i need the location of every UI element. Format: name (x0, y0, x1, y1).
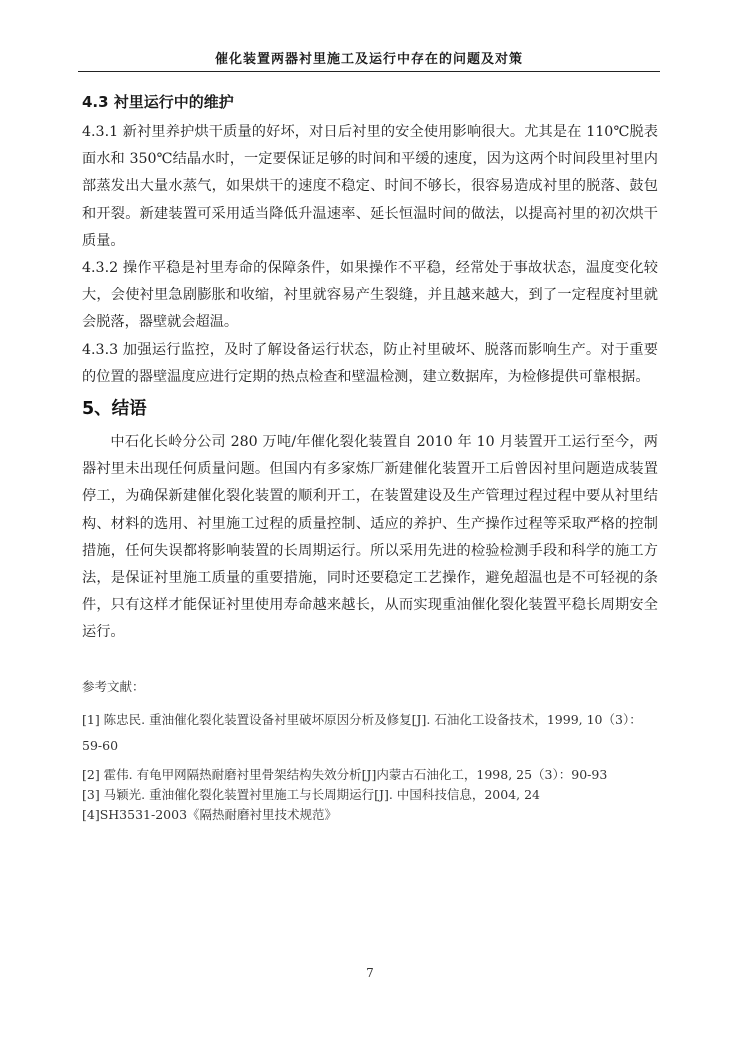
references-section (82, 677, 658, 825)
conclusion-heading: 5、结语 (82, 399, 147, 420)
page-content (82, 91, 658, 825)
paragraph-4-3-1: 4.3.1 新衬里养护烘干质量的好坏，对日后衬里的安全使用影响很大。尤其是在 110℃脱表面水和 350℃结晶水时，一定要保证足够的时间和平缓的速度，因为这两个时间段里衬里内部蒸发出大量水蒸气，如果烘干的速度不稳定、时间不够长，很容易造成衬里的脱落、鼓包和开裂。新建装置可采用适当降低升温速率、延长恒温时间的做法，以提高衬里的初次烘干质量。 (82, 124, 658, 249)
paragraph-4-3-3: 4.3.3 加强运行监控，及时了解设备运行状态，防止衬里破坏、脱落而影响生产。对于重要的位置的器壁温度应进行定期的热点检查和壁温检测，建立数据库，为检修提供可靠根据。 (82, 341, 658, 385)
header-rule (78, 71, 660, 72)
conclusion-paragraph: 中石化长岭分公司 280 万吨/年催化裂化装置自 2010 年 10 月装置开工运行至今，两器衬里未出现任何质量问题。但国内有多家炼厂新建催化装置开工后曾因衬里问题造成装置停工，为确保新建催化裂化装置的顺利开工，在装置建设及生产管理过程过程中要从衬里结构、材料的选用、衬里施工过程的质量控制、适应的养护、生产操作过程等采取严格的控制措施，任何失误都将影响装置的长周期运行。所以采用先进的检验检测手段和科学的施工方法，是保证衬里施工质量的重要措施，同时还要稳定工艺操作，避免超温也是不可轻视的条件，只有这样才能保证衬里使用寿命越来越长，从而实现重油催化裂化装置平稳长周期安全运行。 (82, 434, 658, 641)
subsection-heading: 4.3 衬里运行中的维护 (82, 93, 234, 111)
reference-item-2: [2] 霍伟. 有龟甲网隔热耐磨衬里骨架结构失效分析[J]内蒙古石油化工，1998, 25（3）：90-93 (82, 766, 608, 782)
paragraph-4-3-2: 4.3.2 操作平稳是衬里寿命的保障条件，如果操作不平稳，经常处于事故状态，温度变化较大，会使衬里急剧膨胀和收缩，衬里就容易产生裂缝，并且越来越大，到了一定程度衬里就会脱落，器壁就会超温。 (82, 260, 658, 331)
reference-item-4: [4]SH3531-2003《隔热耐磨衬里技术规范》 (82, 806, 338, 822)
reference-item-1: [1] 陈忠民. 重油催化裂化装置设备衬里破坏原因分析及修复[J]. 石油化工设备技术，1999, 10（3）：59-60 (82, 711, 642, 753)
running-header: 催化装置两器衬里施工及运行中存在的问题及对策 (214, 52, 523, 67)
reference-item-3: [3] 马颖光. 重油催化裂化装置衬里施工与长周期运行[J]. 中国科技信息，2004, 24 (82, 786, 541, 802)
references-title: 参考文献： (82, 678, 145, 694)
page-number: 7 (366, 966, 374, 980)
